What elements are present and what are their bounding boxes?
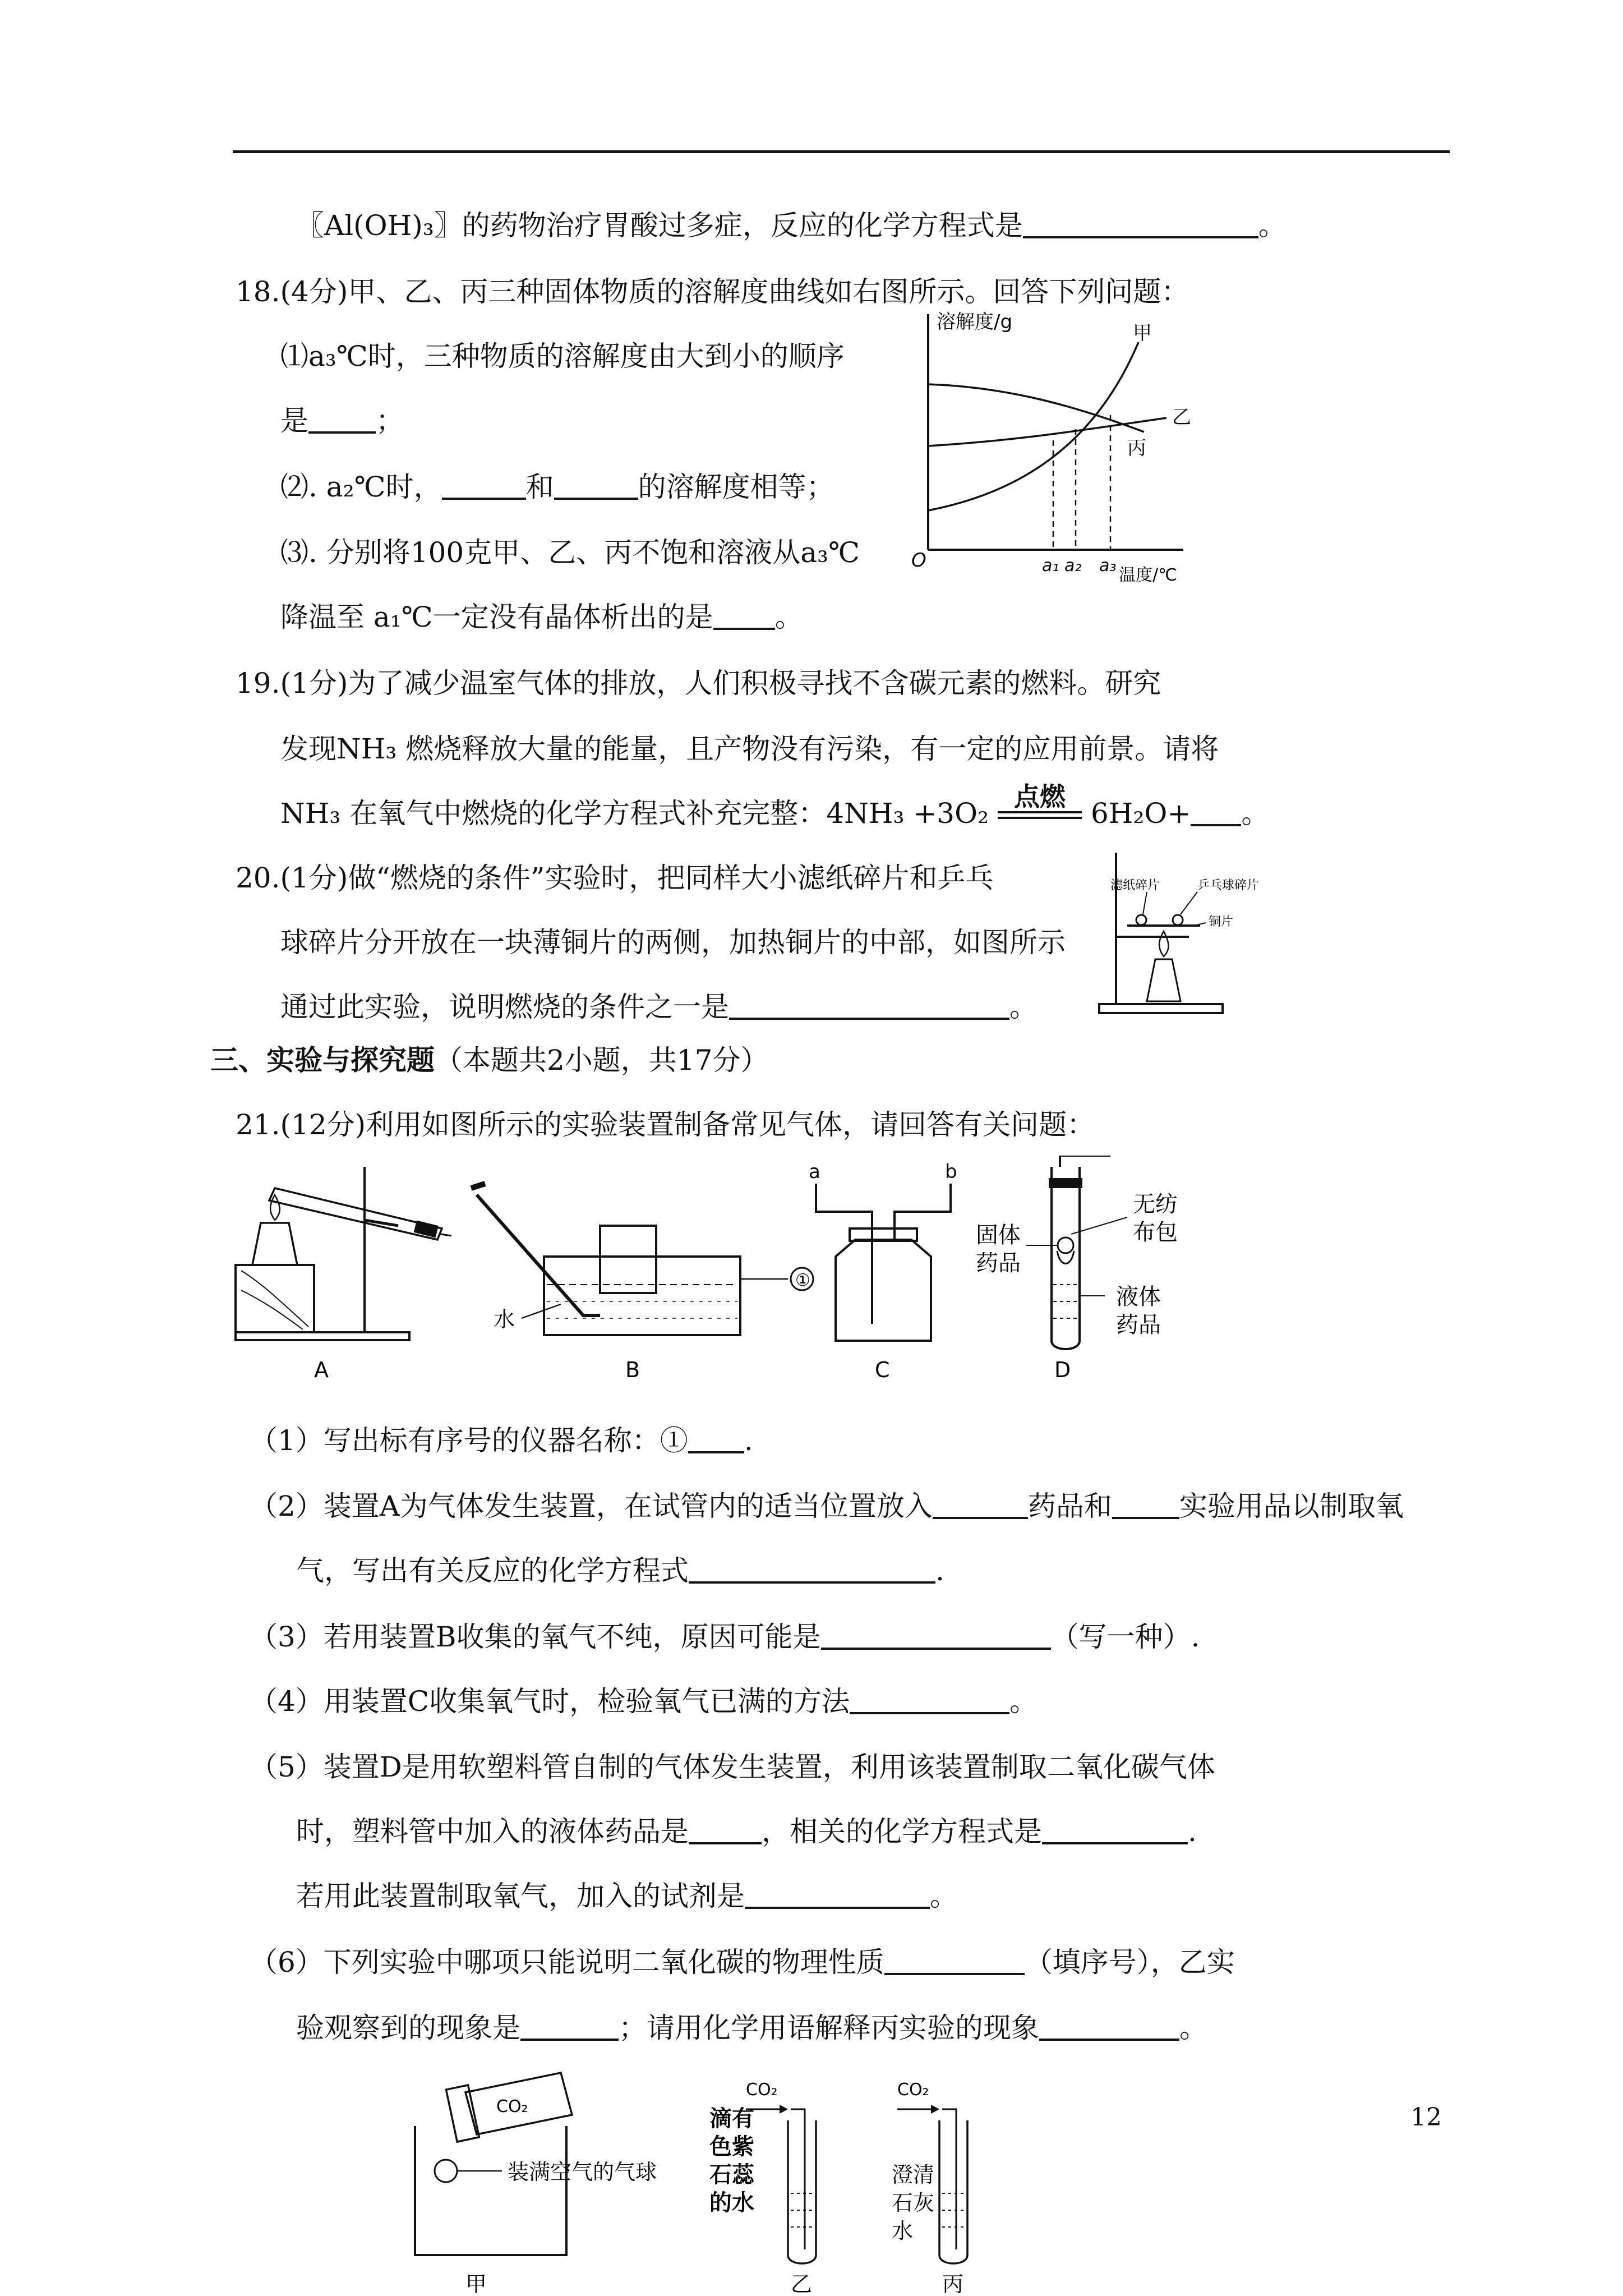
label-copper: 铜片 xyxy=(1209,915,1234,929)
answer-blank[interactable] xyxy=(821,1623,1051,1650)
series-yi-label: 乙 xyxy=(1172,406,1191,429)
q20-line2: 球碎片分开放在一块薄铜片的两侧，加热铜片的中部，如图所示 xyxy=(280,926,1066,959)
q21-p3: （3）若用装置B收集的氧气不纯，原因可能是 （写一种）. xyxy=(250,1621,1200,1653)
q18-stem: 18.(4分)甲、乙、丙三种固体物质的溶解度曲线如右图所示。回答下列问题： xyxy=(236,275,1189,308)
label-port-b: b xyxy=(945,1161,957,1183)
co2-experiments-figure xyxy=(404,2070,1189,2294)
answer-blank[interactable] xyxy=(713,603,775,630)
answer-blank[interactable] xyxy=(729,993,1009,1020)
copper-plate-apparatus xyxy=(1094,841,1346,1021)
page-number: 12 xyxy=(1410,2103,1442,2132)
co2-label-jia: CO₂ xyxy=(496,2097,528,2116)
balloon-icon xyxy=(435,2160,457,2182)
co2-label-bing: CO₂ xyxy=(897,2080,929,2100)
alcohol-lamp xyxy=(252,1223,297,1265)
label-bing: 丙 xyxy=(942,2272,964,2294)
label-d-4: 药品 xyxy=(976,1250,1021,1276)
q19-line2: 发现NH₃ 燃烧释放大量的能量，且产物没有污染，有一定的应用前景。请将 xyxy=(280,733,1219,765)
leader-line xyxy=(1181,892,1197,914)
answer-blank[interactable] xyxy=(745,1882,930,1909)
q21-p5a: （5）装置D是用软塑料管自制的气体发生装置，利用该装置制取二氧化碳气体 xyxy=(250,1751,1215,1783)
q18-s1: ⑴a₃℃时，三种物质的溶解度由大到小的顺序 xyxy=(280,340,845,372)
q20-line1: 20.(1分)做“燃烧的条件”实验时，把同样大小滤纸碎片和乒乓 xyxy=(236,862,994,894)
label-yi: 乙 xyxy=(791,2272,813,2294)
flame-icon xyxy=(270,1195,280,1220)
q21-p5b: 时，塑料管中加入的液体药品是 ，相关的化学方程式是 . xyxy=(296,1815,1197,1848)
q20-line3: 通过此实验，说明燃烧的条件之一是 。 xyxy=(280,991,1038,1023)
test-tube xyxy=(788,2120,816,2263)
apparatus-figure xyxy=(230,1156,1211,1391)
cloth-bag xyxy=(1058,1237,1073,1253)
q21-p6a: （6）下列实验中哪项只能说明二氧化碳的物理性质 （填序号），乙实 xyxy=(250,1946,1235,1978)
q21-p2: （2）装置A为气体发生装置，在试管内的适当位置放入 药品和 实验用品以制取氧 xyxy=(250,1490,1404,1522)
q18-s3b: 降温至 a₁℃一定没有晶体析出的是 。 xyxy=(280,601,803,633)
q18-s2: ⑵. a₂℃时， 和 的溶解度相等； xyxy=(280,471,834,503)
filter-paper-piece xyxy=(1136,915,1146,925)
answer-blank[interactable] xyxy=(1042,1818,1188,1844)
q21-p4: （4）用装置C收集氧气时，检验氧气已满的方法 。 xyxy=(250,1685,1038,1718)
label-jia: 甲 xyxy=(465,2272,487,2294)
answer-blank[interactable] xyxy=(688,1427,744,1453)
alcohol-lamp xyxy=(1147,959,1181,1001)
apparatus-d xyxy=(1026,1156,1127,1349)
label-bing-2: 石灰 xyxy=(892,2191,935,2215)
experiment-yi xyxy=(746,2105,816,2263)
label-yi-1: 滴有 xyxy=(709,2106,754,2132)
answer-blank[interactable] xyxy=(308,407,376,434)
marker-1: ① xyxy=(795,1271,810,1290)
label-d-2: 布包 xyxy=(1133,1220,1178,1245)
stand-base xyxy=(1099,1004,1223,1013)
q19-line1: 19.(1分)为了减少温室气体的排放，人们积极寻找不含碳元素的燃料。研究 xyxy=(236,667,1161,700)
label-bing-3: 水 xyxy=(892,2219,914,2243)
origin-label: O xyxy=(911,549,926,572)
answer-blank[interactable] xyxy=(1191,799,1241,826)
solubility-chart xyxy=(875,303,1234,595)
q21-p5d: 若用此装置制取氧气，加入的试剂是 。 xyxy=(296,1880,958,1912)
header-rule xyxy=(233,150,1450,153)
label-balloon: 装满空气的气球 xyxy=(508,2160,657,2184)
delivery-tube xyxy=(477,1195,600,1315)
answer-blank[interactable] xyxy=(1112,1492,1179,1519)
answer-blank[interactable] xyxy=(689,1818,762,1844)
pingpong-piece xyxy=(1173,915,1183,925)
label-bing-1: 澄清 xyxy=(892,2162,935,2187)
tick-a3: a₃ xyxy=(1099,556,1117,576)
label-c: C xyxy=(875,1358,890,1382)
label-a: A xyxy=(314,1358,329,1382)
answer-blank[interactable] xyxy=(554,473,638,500)
y-axis-label: 溶解度/g xyxy=(937,311,1013,333)
answer-blank[interactable] xyxy=(884,1948,1025,1975)
section-3-heading: 三、实验与探究题（本题共2小题，共17分） xyxy=(210,1044,769,1076)
label-d-6: 药品 xyxy=(1116,1312,1161,1338)
label-yi-3: 石蕊 xyxy=(709,2162,754,2188)
answer-blank[interactable] xyxy=(933,1492,1028,1519)
apparatus-c xyxy=(816,1184,951,1341)
tick-a1: a₁ xyxy=(1042,556,1059,576)
q18-s3: ⑶. 分别将100克甲、乙、丙不饱和溶液从a₃℃ xyxy=(280,536,860,569)
co2-label-yi: CO₂ xyxy=(746,2080,778,2100)
answer-blank[interactable] xyxy=(442,473,526,500)
gas-jar xyxy=(600,1226,656,1293)
gas-bottle xyxy=(836,1240,931,1341)
q18-s1b: 是 ； xyxy=(280,404,404,437)
answer-blank[interactable] xyxy=(1023,211,1258,238)
flame-icon xyxy=(1159,931,1168,956)
beaker xyxy=(415,2126,566,2255)
answer-blank[interactable] xyxy=(850,1687,1009,1714)
series-jia-label: 甲 xyxy=(1133,322,1152,344)
label-port-a: a xyxy=(809,1161,820,1183)
label-d-3: 固体 xyxy=(976,1222,1021,1248)
label-pingpong: 乒乓球碎片 xyxy=(1197,878,1260,892)
label-water: 水 xyxy=(494,1307,515,1332)
label-yi-2: 色紫 xyxy=(709,2134,754,2160)
test-tube xyxy=(939,2120,967,2263)
q21-stem: 21.(12分)利用如图所示的实验装置制备常见气体，请回答有关问题： xyxy=(236,1108,1095,1141)
water-trough xyxy=(544,1257,740,1335)
answer-blank[interactable] xyxy=(1039,2014,1179,2041)
apparatus-b xyxy=(471,1184,813,1335)
label-yi-4: 的水 xyxy=(709,2190,754,2216)
answer-blank[interactable] xyxy=(689,1557,935,1584)
leader-line xyxy=(1143,892,1147,914)
label-b: B xyxy=(625,1358,640,1382)
apparatus-a xyxy=(236,1167,451,1340)
plastic-tube xyxy=(1052,1167,1080,1349)
answer-blank[interactable] xyxy=(520,2014,619,2041)
label-d: D xyxy=(1054,1358,1071,1382)
q17-tail: 〖Al(OH)₃〗的药物治疗胃酸过多症，反应的化学方程式是 。 xyxy=(296,209,1287,242)
q21-p1: （1）写出标有序号的仪器名称：① . xyxy=(250,1424,753,1457)
tick-a2: a₂ xyxy=(1064,556,1082,576)
x-axis-label: 温度/℃ xyxy=(1119,565,1177,585)
q19-line3: NH₃ 在氧气中燃烧的化学方程式补充完整：4NH₃ +3O₂ 点燃 6H₂O+ 。 xyxy=(280,781,1270,830)
label-d-1: 无纺 xyxy=(1133,1191,1178,1217)
q21-p6c: 验观察到的现象是 ；请用化学用语解释丙实验的现象 。 xyxy=(296,2012,1207,2044)
label-d-5: 液体 xyxy=(1116,1284,1161,1310)
label-filter-paper: 滤纸碎片 xyxy=(1110,878,1160,892)
reaction-condition: 点燃 xyxy=(998,797,1082,819)
series-bing-label: 丙 xyxy=(1127,437,1146,459)
q21-p2d: 气，写出有关反应的化学方程式 . xyxy=(296,1554,944,1587)
